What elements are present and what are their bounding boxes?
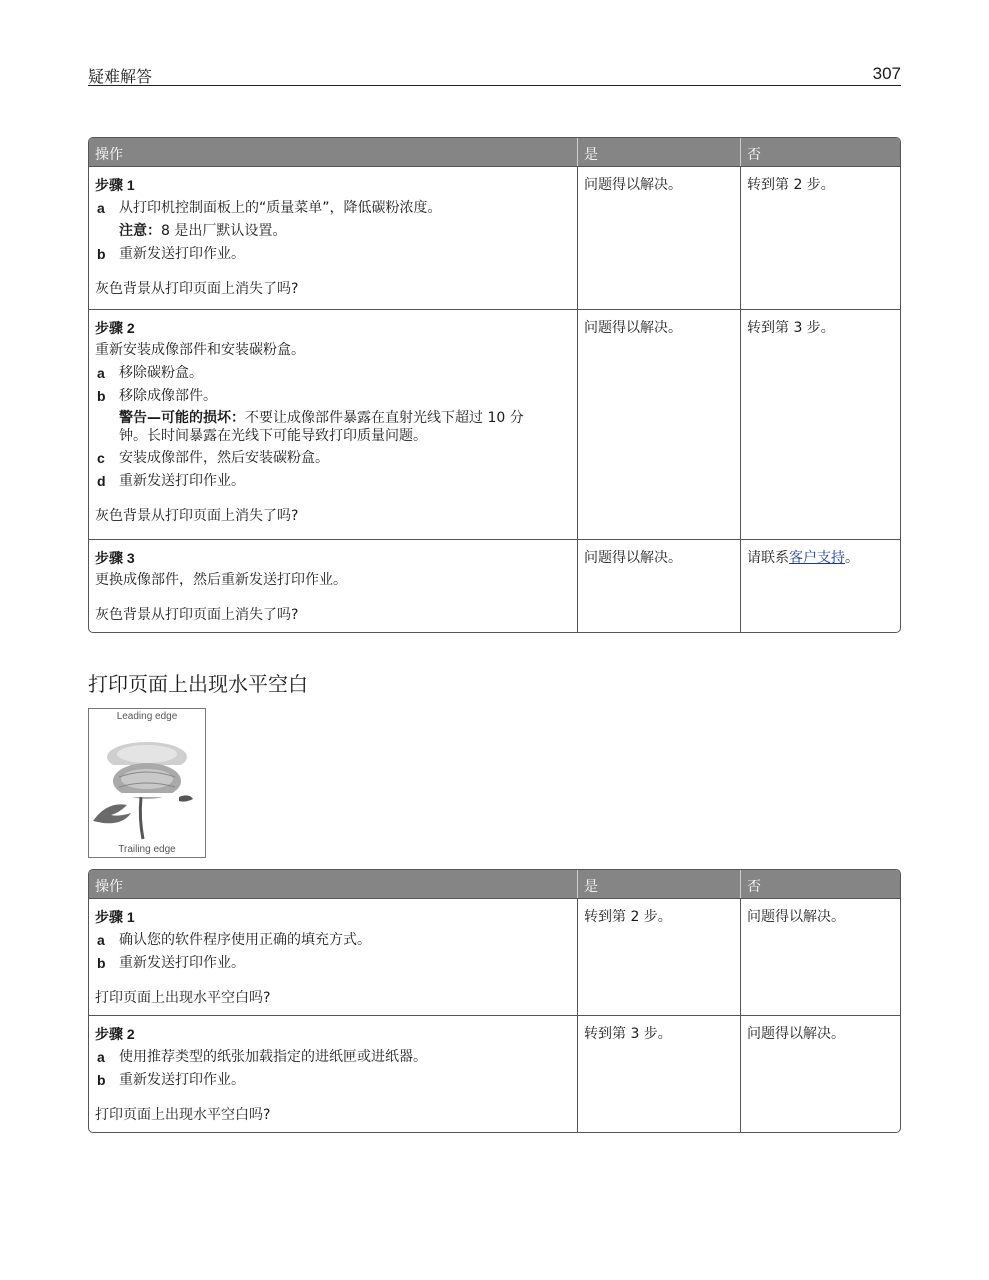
- sub-step-letter: b: [97, 955, 106, 971]
- sub-step: [95, 386, 571, 406]
- sub-step-letter: b: [97, 1072, 106, 1088]
- warning-text: 不要让成像部件暴露在直射光线下超过 10 分钟。长时间暴露在光线下可能导致打印质量问题。: [119, 410, 524, 444]
- action-cell: [89, 167, 577, 309]
- step-question: 打印页面上出现水平空白吗?: [95, 1107, 271, 1123]
- column-header-no: 否: [740, 870, 900, 898]
- sub-step-text: 重新发送打印作业。: [119, 473, 245, 489]
- sub-step-text: 移除碳粉盒。: [119, 365, 203, 381]
- step-question: 灰色背景从打印页面上消失了吗?: [95, 281, 299, 297]
- column-header-action: 操作: [95, 147, 123, 163]
- sub-step-text: 重新发送打印作业。: [119, 246, 245, 262]
- note-label: 注意：: [119, 223, 161, 239]
- flower-print-sample: [89, 709, 205, 857]
- step-title: 步骤 1: [95, 909, 135, 925]
- troubleshooting-table-horizontal-voids: [88, 869, 901, 1133]
- warning-note: [95, 409, 571, 445]
- trailing-edge-label: Trailing edge: [118, 844, 176, 855]
- action-cell: [89, 899, 577, 1015]
- sub-step: [95, 363, 571, 383]
- leading-edge-label: Leading edge: [116, 711, 178, 722]
- table-row: [89, 1015, 900, 1132]
- table-row: [89, 309, 900, 539]
- sub-step-letter: a: [97, 932, 105, 948]
- yes-cell: 问题得以解决。: [577, 167, 740, 309]
- sub-step: [95, 471, 571, 491]
- column-header-action: 操作: [95, 879, 123, 895]
- no-cell: 转到第 2 步。: [740, 167, 900, 309]
- header-rule: [88, 85, 901, 86]
- no-cell: 问题得以解决。: [740, 1016, 900, 1132]
- sub-step-text: 重新发送打印作业。: [119, 1072, 245, 1088]
- yes-cell: 转到第 2 步。: [577, 899, 740, 1015]
- yes-cell: 问题得以解决。: [577, 540, 740, 632]
- sub-step: [95, 244, 571, 264]
- page-header-section: 疑难解答: [88, 67, 153, 86]
- warning-label: 警告—可能的损坏：: [119, 410, 245, 426]
- no-cell-suffix: 。: [845, 550, 859, 566]
- no-cell-prefix: 请联系: [747, 550, 789, 566]
- sub-step-letter: b: [97, 388, 106, 404]
- troubleshooting-table-gray-background: [88, 137, 901, 633]
- sub-step-letter: b: [97, 246, 106, 262]
- sub-step: [95, 953, 571, 973]
- sub-step-letter: c: [97, 450, 105, 466]
- sub-step-text: 确认您的软件程序使用正确的填充方式。: [119, 932, 371, 948]
- note-text: 8 是出厂默认设置。: [161, 223, 287, 239]
- table-row: [89, 898, 900, 1015]
- sub-step-text: 从打印机控制面板上的“质量菜单”，降低碳粉浓度。: [119, 200, 442, 216]
- sub-step: [95, 198, 571, 218]
- column-header-yes: 是: [577, 138, 740, 166]
- sub-step-text: 移除成像部件。: [119, 388, 217, 404]
- yes-cell: 问题得以解决。: [577, 310, 740, 539]
- step-title: 步骤 2: [95, 1026, 135, 1042]
- yes-cell: 转到第 3 步。: [577, 1016, 740, 1132]
- step-question: 打印页面上出现水平空白吗?: [95, 990, 271, 1006]
- column-header-yes: 是: [577, 870, 740, 898]
- no-cell: 问题得以解决。: [740, 899, 900, 1015]
- page-number: 307: [872, 64, 901, 83]
- sub-step-letter: a: [97, 1049, 105, 1065]
- sub-step-letter: a: [97, 200, 105, 216]
- table-row: [89, 539, 900, 632]
- action-cell: [89, 310, 577, 539]
- sub-step-text: 使用推荐类型的纸张加载指定的进纸匣或进纸器。: [119, 1049, 427, 1065]
- section-title: 打印页面上出现水平空白: [88, 672, 308, 696]
- no-cell: [740, 540, 900, 632]
- table-row: [89, 166, 900, 309]
- action-cell: [89, 1016, 577, 1132]
- sub-step-letter: d: [97, 473, 106, 489]
- step-title: 步骤 2: [95, 320, 135, 336]
- action-cell: [89, 540, 577, 632]
- customer-support-link[interactable]: 客户支持: [789, 550, 845, 566]
- step-intro: 重新安装成像部件和安装碳粉盒。: [95, 342, 305, 358]
- sub-step-letter: a: [97, 365, 105, 381]
- note: [95, 221, 571, 241]
- sub-step: [95, 448, 571, 468]
- table-header: [89, 138, 900, 166]
- no-cell: 转到第 3 步。: [740, 310, 900, 539]
- sub-step-text: 安装成像部件，然后安装碳粉盒。: [119, 450, 329, 466]
- step-intro: 更换成像部件，然后重新发送打印作业。: [95, 572, 347, 588]
- step-title: 步骤 3: [95, 550, 135, 566]
- step-question: 灰色背景从打印页面上消失了吗?: [95, 508, 299, 524]
- column-header-no: 否: [740, 138, 900, 166]
- sub-step: [95, 930, 571, 950]
- step-title: 步骤 1: [95, 177, 135, 193]
- sub-step-text: 重新发送打印作业。: [119, 955, 245, 971]
- sub-step: [95, 1070, 571, 1090]
- step-question: 灰色背景从打印页面上消失了吗?: [95, 607, 299, 623]
- sub-step: [95, 1047, 571, 1067]
- horizontal-voids-illustration: [88, 708, 206, 858]
- table-header: [89, 870, 900, 898]
